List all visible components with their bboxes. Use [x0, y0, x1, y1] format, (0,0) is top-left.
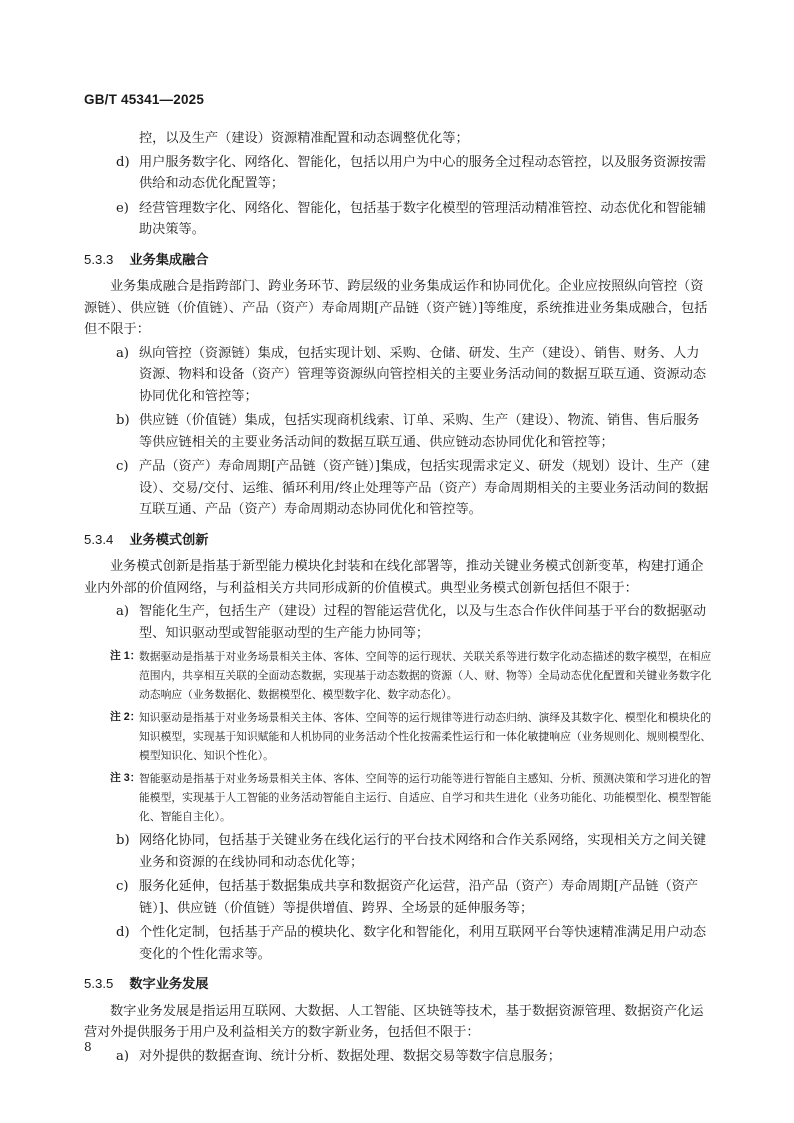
- section-intro: 业务模式创新是指基于新型能力模块化封装和在线化部署等，推动关键业务模式创新变革，构建打通企业内外部的价值网络，与利益相关方共同形成新的价值模式。典型业务模式创新包括但不限于：: [84, 559, 704, 596]
- note-text: 知识驱动是指基于对业务场景相关主体、客体、空间等的运行规律等进行动态归纳、演绎及其数字化、模型化和模块化的知识模型，实现基于知识赋能和人机协同的业务活动个性化按需柔性运行和一体化敏捷响应（业务规则化、规则模型化、模型知识化、知识个性化）。: [139, 711, 712, 762]
- section-number: 5.3.5: [84, 976, 114, 991]
- continuation-text: 控，以及生产（建设）资源精准配置和动态调整优化等；: [139, 131, 469, 146]
- item-text: 对外提供的数据查询、统计分析、数据处理、数据交易等数字信息服务；: [139, 1048, 561, 1064]
- item-text: 网络化协同，包括基于关键业务在线化运行的平台技术网络和合作关系网络，实现相关方之间关键业务和资源的在线协同和动态优化等；: [139, 833, 707, 870]
- list-item-a: [84, 1046, 712, 1068]
- list-item-a: [84, 343, 712, 408]
- section-title: 业务模式创新: [129, 531, 209, 547]
- page-content: [84, 120, 712, 1070]
- note-text: 数据驱动是指基于对业务场景相关主体、客体、空间等的运行现状、关联关系等进行数字化动态描述的数字模型，在相应范围内，共享相互关联的全面动态数据，实现基于动态数据的资源（人、财、物等）全局动态优化配置和关键业务数字化动态响应（业务数据化、数据模型化、模型数字化、数字动态化）。: [139, 650, 712, 701]
- item-label: a): [116, 1048, 130, 1064]
- section-heading-5-3-5: [84, 973, 712, 995]
- item-text: 经营管理数字化、网络化、智能化，包括基于数字化模型的管理活动精准管控、动态优化和智能辅助决策等。: [139, 200, 707, 237]
- item-label: c): [116, 879, 129, 894]
- item-text: 纵向管控（资源链）集成，包括实现计划、采购、仓储、研发、生产（建设）、销售、财务、人力资源、物料和设备（资产）管理等资源纵向管控相关的主要业务活动间的数据互联互通、资源动态协同优化和管控等；: [139, 345, 707, 404]
- list-item-b: [84, 410, 712, 453]
- section-intro: 业务集成融合是指跨部门、跨业务环节、跨层级的业务集成运作和协同优化。企业应按照纵向管控（资源链）、供应链（价值链）、产品（资产）寿命周期[产品链（资产链）]等维度，系统推进业务集成融合，包括但不限于：: [84, 279, 708, 337]
- section-title: 业务集成融合: [129, 251, 209, 267]
- item-label: a): [116, 345, 130, 361]
- standard-number: GB/T 45341—2025: [84, 92, 205, 107]
- list-item-d: [84, 922, 712, 965]
- item-text: 服务化延伸，包括基于数据集成共享和数据资产化运营，沿产品（资产）寿命周期[产品链（资产链）]、供应链（价值链）等提供增值、跨界、全场景的延伸服务等；: [139, 879, 699, 916]
- list-item-b: [84, 830, 712, 873]
- item-label: b): [116, 833, 130, 848]
- list-item-c: [84, 456, 712, 521]
- item-text: 智能化生产，包括生产（建设）过程的智能运营优化，以及与生态合作伙伴间基于平台的数据驱动型、知识驱动型或智能驱动型的生产能力协同等；: [139, 604, 707, 641]
- section-title: 数字业务发展: [129, 976, 209, 991]
- section-intro: 数字业务发展是指运用互联网、大数据、人工智能、区块链等技术，基于数据资源管理、数据资产化运营对外提供服务于用户及利益相关方的数字新业务，包括但不限于：: [84, 1003, 704, 1040]
- item-text: 用户服务数字化、网络化、智能化，包括以用户为中心的服务全过程动态管控，以及服务资源按需供给和动态优化配置等；: [139, 154, 707, 191]
- item-label: b): [116, 413, 130, 428]
- note-label: 注 1：: [110, 650, 141, 662]
- list-item-c: [84, 876, 712, 919]
- note-1: [84, 647, 712, 704]
- item-text: 产品（资产）寿命周期[产品链（资产链）]集成，包括实现需求定义、研发（规划）设计、生产（建设）、交易/交付、运维、循环利用/终止处理等产品（资产）寿命周期相关的主要业务活动间的数据互联互通、产品（资产）寿命周期动态协同优化和管控等。: [139, 459, 710, 517]
- item-label: d): [116, 154, 130, 170]
- section-heading-5-3-3: [84, 249, 712, 271]
- item-text: 供应链（价值链）集成，包括实现商机线索、订单、采购、生产（建设）、物流、销售、售后服务等供应链相关的主要业务活动间的数据互联互通、供应链动态协同优化和管控等；: [139, 413, 700, 450]
- list-item-a: [84, 601, 712, 644]
- note-label: 注 2：: [110, 711, 141, 723]
- section-heading-5-3-4: [84, 529, 712, 551]
- note-label: 注 3：: [110, 772, 141, 784]
- note-2: [84, 708, 712, 765]
- item-label: c): [116, 459, 129, 474]
- page-number: 8: [84, 1040, 92, 1054]
- list-item-e: [84, 198, 712, 241]
- section-number: 5.3.4: [84, 531, 114, 547]
- item-label: d): [116, 925, 130, 940]
- note-text: 智能驱动是指基于对业务场景相关主体、客体、空间等的运行功能等进行智能自主感知、分析、预测决策和学习进化的智能模型，实现基于人工智能的业务活动智能自主运行、自适应、自学习和共生进化（业务功能化、功能模型化、模型智能化、智能自主化）。: [139, 772, 712, 823]
- item-label: e): [116, 200, 129, 216]
- list-item-d: [84, 152, 712, 195]
- item-text: 个性化定制，包括基于产品的模块化、数字化和智能化，利用互联网平台等快速精准满足用户动态变化的个性化需求等。: [139, 925, 707, 962]
- item-label: a): [116, 604, 130, 619]
- note-3: [84, 769, 712, 826]
- section-number: 5.3.3: [84, 251, 114, 267]
